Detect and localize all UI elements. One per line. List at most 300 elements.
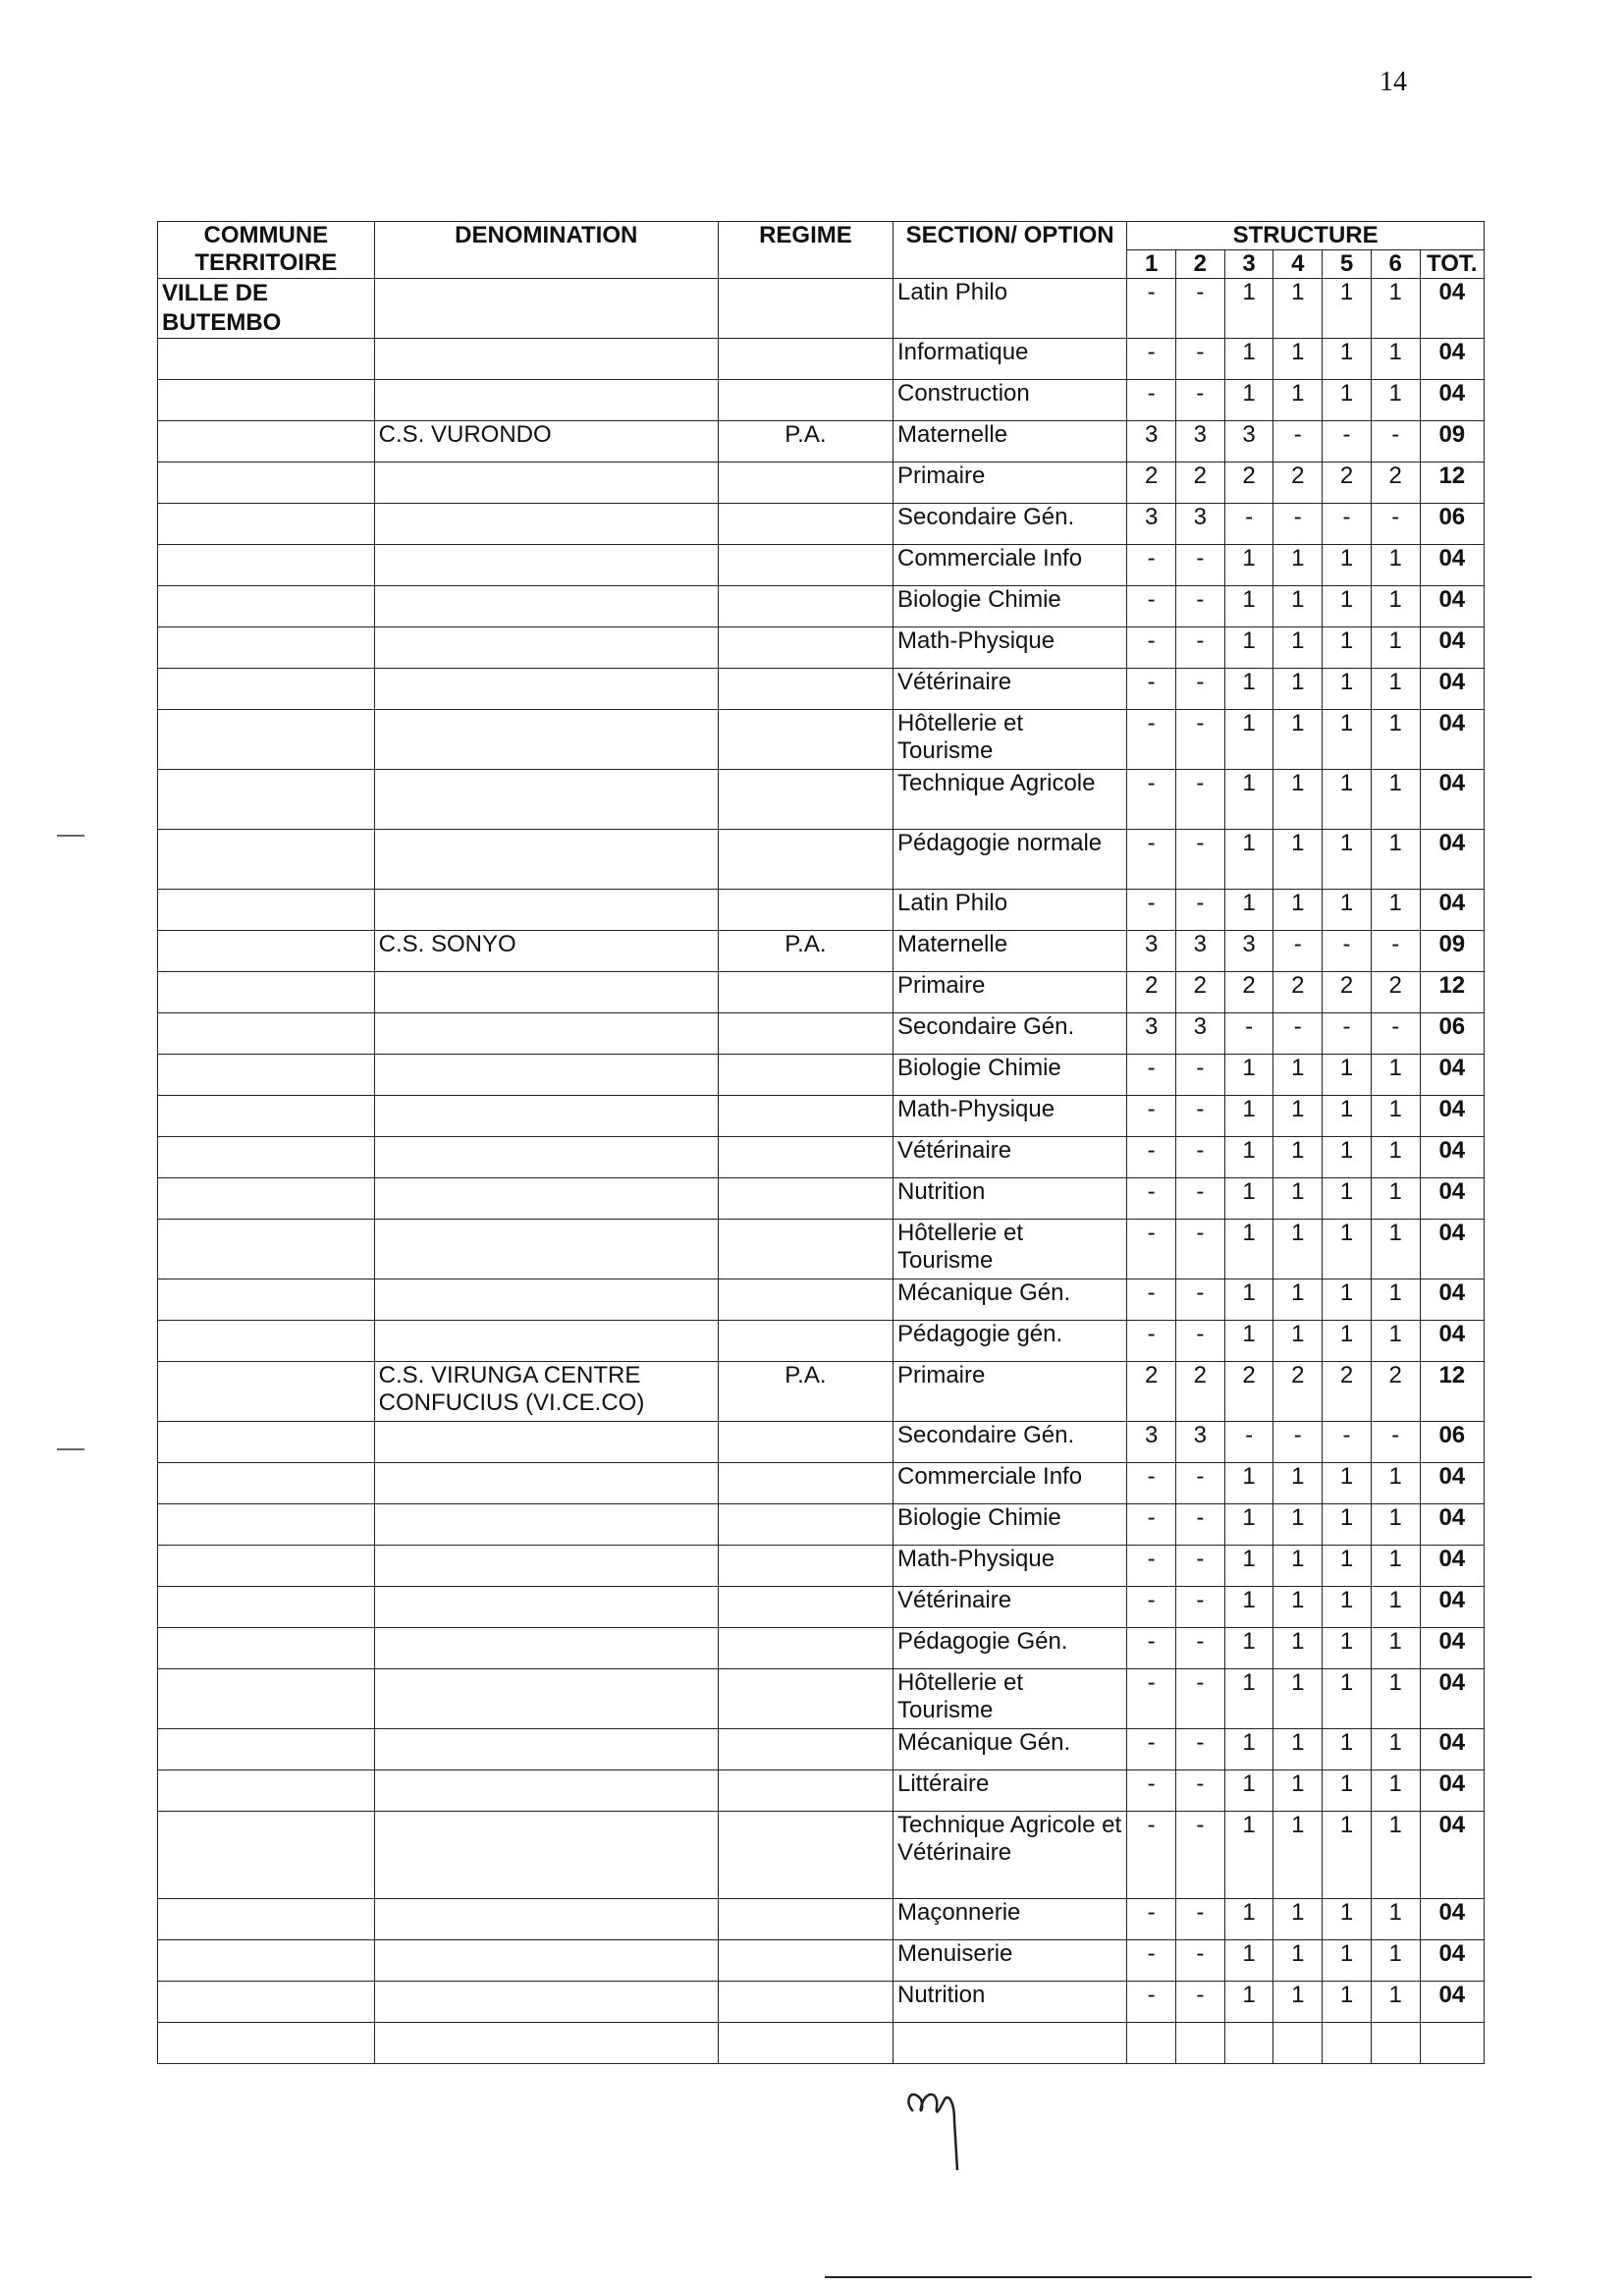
cell-level-6: -	[1371, 504, 1420, 545]
cell-option: Vétérinaire	[893, 669, 1127, 710]
table-row	[158, 1279, 1485, 1321]
cell-level-2: -	[1176, 1096, 1225, 1137]
cell-level-6: 2	[1371, 972, 1420, 1013]
cell-level-3: 1	[1224, 586, 1273, 627]
cell-regime	[718, 1013, 893, 1055]
cell-level-4: 1	[1273, 586, 1323, 627]
cell-level-1: -	[1127, 1899, 1176, 1940]
cell-level-2: -	[1176, 1587, 1225, 1628]
cell-denomination	[374, 1013, 718, 1055]
cell-denomination	[374, 1940, 718, 1982]
scan-mark	[57, 1448, 84, 1450]
cell-level-3: 1	[1224, 1055, 1273, 1096]
cell-total: 04	[1420, 279, 1484, 339]
cell-total: 09	[1420, 931, 1484, 972]
cell-level-5: 1	[1323, 1669, 1372, 1729]
cell-level-4: 1	[1273, 1321, 1323, 1362]
cell-regime	[718, 1321, 893, 1362]
cell-level-4: 1	[1273, 339, 1323, 380]
cell-level-6: 1	[1371, 1096, 1420, 1137]
cell-level-5: 1	[1323, 1279, 1372, 1321]
table-row	[158, 1013, 1485, 1055]
cell-level-2: -	[1176, 1669, 1225, 1729]
cell-total: 04	[1420, 1463, 1484, 1504]
cell-total: 04	[1420, 380, 1484, 421]
cell-level-6: 1	[1371, 1220, 1420, 1279]
cell-regime: P.A.	[718, 421, 893, 463]
cell-level-3: 1	[1224, 710, 1273, 770]
cell-option: Secondaire Gén.	[893, 1013, 1127, 1055]
cell-option: Nutrition	[893, 1178, 1127, 1220]
header-level-1: 1	[1127, 250, 1176, 279]
cell-denomination	[374, 1812, 718, 1899]
cell-denomination	[374, 380, 718, 421]
table-row	[158, 710, 1485, 770]
cell-level-2: -	[1176, 1812, 1225, 1899]
cell-option: Commerciale Info	[893, 1463, 1127, 1504]
cell-total: 04	[1420, 1220, 1484, 1279]
cell-level-5: 1	[1323, 1729, 1372, 1770]
cell-regime	[718, 380, 893, 421]
cell-option: Technique Agricole	[893, 770, 1127, 830]
cell-level-5: 1	[1323, 1096, 1372, 1137]
cell-level-5: 1	[1323, 1137, 1372, 1178]
cell-denomination	[374, 1770, 718, 1812]
cell-denomination: C.S. VURONDO	[374, 421, 718, 463]
cell-commune	[158, 1055, 375, 1096]
table-row	[158, 1422, 1485, 1463]
cell-option: Biologie Chimie	[893, 586, 1127, 627]
cell-regime	[718, 1504, 893, 1546]
cell-commune	[158, 1422, 375, 1463]
cell-level-3: 1	[1224, 1587, 1273, 1628]
cell-level-3: 1	[1224, 1137, 1273, 1178]
cell-level-2: -	[1176, 586, 1225, 627]
cell-level-4: 1	[1273, 1504, 1323, 1546]
cell-regime: P.A.	[718, 1362, 893, 1422]
cell-level-3: 1	[1224, 1982, 1273, 2023]
cell-level-1: -	[1127, 1982, 1176, 2023]
cell-level-2: -	[1176, 890, 1225, 931]
cell-level-4: 1	[1273, 710, 1323, 770]
cell-commune	[158, 1279, 375, 1321]
cell-commune	[158, 1178, 375, 1220]
cell-level-3: 2	[1224, 463, 1273, 504]
cell-option: Mécanique Gén.	[893, 1729, 1127, 1770]
cell-denomination	[374, 279, 718, 339]
cell-level-3: 1	[1224, 627, 1273, 669]
cell-commune	[158, 339, 375, 380]
cell-level-3: 1	[1224, 1940, 1273, 1982]
cell-level-6: -	[1371, 1013, 1420, 1055]
cell-level-1: 3	[1127, 421, 1176, 463]
cell-level-1: -	[1127, 669, 1176, 710]
cell-level-5: 1	[1323, 1504, 1372, 1546]
table-row	[158, 2023, 1485, 2064]
cell-level-2: 2	[1176, 1362, 1225, 1422]
cell-denomination	[374, 1096, 718, 1137]
cell-total: 12	[1420, 972, 1484, 1013]
cell-denomination	[374, 1628, 718, 1669]
cell-level-5: -	[1323, 504, 1372, 545]
cell-total: 04	[1420, 1940, 1484, 1982]
cell-option: Vétérinaire	[893, 1587, 1127, 1628]
cell-total: 04	[1420, 1137, 1484, 1178]
cell-level-1: -	[1127, 1628, 1176, 1669]
table-row	[158, 380, 1485, 421]
cell-level-6: 1	[1371, 339, 1420, 380]
cell-commune: VILLE DE BUTEMBO	[158, 279, 375, 339]
cell-level-3: 1	[1224, 890, 1273, 931]
cell-level-2: -	[1176, 1899, 1225, 1940]
cell-commune	[158, 463, 375, 504]
cell-total: 06	[1420, 504, 1484, 545]
cell-level-3: 1	[1224, 1812, 1273, 1899]
cell-denomination	[374, 669, 718, 710]
cell-level-3: 1	[1224, 1770, 1273, 1812]
cell-level-1: -	[1127, 1279, 1176, 1321]
cell-level-6: 1	[1371, 1940, 1420, 1982]
cell-regime	[718, 1546, 893, 1587]
table-row	[158, 545, 1485, 586]
cell-level-1: -	[1127, 339, 1176, 380]
cell-option: Biologie Chimie	[893, 1055, 1127, 1096]
cell-option: Pédagogie gén.	[893, 1321, 1127, 1362]
cell-option: Mécanique Gén.	[893, 1279, 1127, 1321]
cell-level-5: -	[1323, 1013, 1372, 1055]
cell-level-4: 2	[1273, 972, 1323, 1013]
cell-regime	[718, 1096, 893, 1137]
cell-level-4: 2	[1273, 1362, 1323, 1422]
cell-level-4: 1	[1273, 830, 1323, 890]
cell-option: Informatique	[893, 339, 1127, 380]
table-row	[158, 627, 1485, 669]
cell-denomination	[374, 1899, 718, 1940]
cell-commune	[158, 1321, 375, 1362]
cell-level-4: 1	[1273, 1178, 1323, 1220]
cell-regime	[718, 1587, 893, 1628]
cell-level-5: -	[1323, 931, 1372, 972]
cell-level-5: 1	[1323, 627, 1372, 669]
cell-total: 04	[1420, 1546, 1484, 1587]
cell-regime	[718, 627, 893, 669]
cell-level-6: 1	[1371, 1669, 1420, 1729]
table-row	[158, 1178, 1485, 1220]
table-row	[158, 1587, 1485, 1628]
cell-commune	[158, 1770, 375, 1812]
cell-level-4: -	[1273, 421, 1323, 463]
cell-level-4: 1	[1273, 1137, 1323, 1178]
cell-commune	[158, 586, 375, 627]
cell-level-2: 3	[1176, 504, 1225, 545]
table-row	[158, 1982, 1485, 2023]
cell-level-2: -	[1176, 770, 1225, 830]
cell-level-6: 1	[1371, 1812, 1420, 1899]
cell-total: 04	[1420, 545, 1484, 586]
cell-level-2: -	[1176, 627, 1225, 669]
cell-option: Primaire	[893, 463, 1127, 504]
cell-level-3: 1	[1224, 1504, 1273, 1546]
cell-level-2: -	[1176, 1220, 1225, 1279]
cell-level-6: 1	[1371, 669, 1420, 710]
footer-rule	[825, 2276, 1532, 2278]
cell-level-3: 1	[1224, 830, 1273, 890]
cell-level-4: -	[1273, 931, 1323, 972]
table-row	[158, 463, 1485, 504]
cell-level-2: -	[1176, 1729, 1225, 1770]
table-body	[158, 279, 1485, 2064]
cell-total: 06	[1420, 1422, 1484, 1463]
cell-total: 12	[1420, 1362, 1484, 1422]
cell-level-1: -	[1127, 1220, 1176, 1279]
cell-regime	[718, 1279, 893, 1321]
cell-total: 04	[1420, 1279, 1484, 1321]
table-row	[158, 1137, 1485, 1178]
header-level-2: 2	[1176, 250, 1225, 279]
schools-table-container	[157, 221, 1485, 2064]
cell-regime	[718, 1628, 893, 1669]
cell-level-6: 1	[1371, 1055, 1420, 1096]
cell-commune	[158, 421, 375, 463]
cell-level-4: 1	[1273, 1096, 1323, 1137]
cell-level-1: 2	[1127, 972, 1176, 1013]
cell-level-2: -	[1176, 1770, 1225, 1812]
cell-level-4: 1	[1273, 1770, 1323, 1812]
cell-denomination	[374, 1982, 718, 2023]
cell-regime	[718, 669, 893, 710]
table-row	[158, 1220, 1485, 1279]
cell-level-4: -	[1273, 1013, 1323, 1055]
table-row	[158, 830, 1485, 890]
cell-option: Construction	[893, 380, 1127, 421]
cell-denomination	[374, 1546, 718, 1587]
cell-level-2: 2	[1176, 463, 1225, 504]
cell-denomination	[374, 972, 718, 1013]
cell-level-3: 1	[1224, 1279, 1273, 1321]
header-level-3: 3	[1224, 250, 1273, 279]
cell-level-3: 1	[1224, 669, 1273, 710]
cell-commune	[158, 1899, 375, 1940]
cell-option: Primaire	[893, 972, 1127, 1013]
cell-regime	[718, 1669, 893, 1729]
header-section-option: SECTION/ OPTION	[893, 222, 1127, 279]
cell-denomination	[374, 1279, 718, 1321]
cell-level-2: -	[1176, 1055, 1225, 1096]
table-row	[158, 890, 1485, 931]
cell-level-3: 1	[1224, 770, 1273, 830]
cell-level-6: 1	[1371, 1137, 1420, 1178]
cell-level-2: 3	[1176, 421, 1225, 463]
cell-regime	[718, 1770, 893, 1812]
cell-commune	[158, 770, 375, 830]
cell-level-2: -	[1176, 339, 1225, 380]
cell-level-5: 1	[1323, 1812, 1372, 1899]
cell-total: 04	[1420, 1178, 1484, 1220]
cell-option: Commerciale Info	[893, 545, 1127, 586]
cell-commune	[158, 1463, 375, 1504]
cell-level-3	[1224, 2023, 1273, 2064]
cell-commune	[158, 1940, 375, 1982]
cell-total: 04	[1420, 890, 1484, 931]
cell-level-2: -	[1176, 1463, 1225, 1504]
cell-level-1: -	[1127, 1137, 1176, 1178]
cell-denomination	[374, 1055, 718, 1096]
cell-level-2: -	[1176, 710, 1225, 770]
cell-level-4: 1	[1273, 1279, 1323, 1321]
cell-level-4	[1273, 2023, 1323, 2064]
cell-commune	[158, 1096, 375, 1137]
cell-option: Hôtellerie et Tourisme	[893, 710, 1127, 770]
cell-total: 04	[1420, 1982, 1484, 2023]
cell-level-1: -	[1127, 890, 1176, 931]
cell-level-3: 3	[1224, 421, 1273, 463]
cell-level-4: 1	[1273, 669, 1323, 710]
cell-level-4: 1	[1273, 627, 1323, 669]
cell-denomination	[374, 1137, 718, 1178]
cell-level-6: 1	[1371, 545, 1420, 586]
cell-level-5: 1	[1323, 1770, 1372, 1812]
cell-level-2: -	[1176, 1504, 1225, 1546]
cell-denomination: C.S. VIRUNGA CENTRE CONFUCIUS (VI.CE.CO)	[374, 1362, 718, 1422]
table-row	[158, 1940, 1485, 1982]
cell-level-6: 1	[1371, 1982, 1420, 2023]
cell-level-4: 1	[1273, 1463, 1323, 1504]
cell-level-5: 1	[1323, 1463, 1372, 1504]
cell-level-2: -	[1176, 830, 1225, 890]
cell-level-6: 1	[1371, 1463, 1420, 1504]
cell-regime	[718, 1812, 893, 1899]
table-row	[158, 1504, 1485, 1546]
cell-level-1: -	[1127, 1178, 1176, 1220]
cell-level-1	[1127, 2023, 1176, 2064]
cell-option: Maternelle	[893, 931, 1127, 972]
cell-regime: P.A.	[718, 931, 893, 972]
cell-level-4: 1	[1273, 1587, 1323, 1628]
cell-commune	[158, 1137, 375, 1178]
cell-denomination: C.S. SONYO	[374, 931, 718, 972]
cell-commune	[158, 1220, 375, 1279]
cell-level-5: 1	[1323, 380, 1372, 421]
cell-option: Latin Philo	[893, 279, 1127, 339]
cell-level-6: 1	[1371, 380, 1420, 421]
cell-level-1: 3	[1127, 1013, 1176, 1055]
cell-option: Secondaire Gén.	[893, 1422, 1127, 1463]
cell-regime	[718, 1178, 893, 1220]
cell-level-4: 1	[1273, 1899, 1323, 1940]
schools-structure-table	[157, 221, 1485, 2064]
cell-level-1: -	[1127, 1587, 1176, 1628]
cell-level-2: 3	[1176, 1013, 1225, 1055]
cell-level-6: 1	[1371, 770, 1420, 830]
cell-denomination	[374, 2023, 718, 2064]
cell-regime	[718, 1463, 893, 1504]
cell-level-1: 3	[1127, 504, 1176, 545]
cell-total: 04	[1420, 1096, 1484, 1137]
cell-total: 04	[1420, 770, 1484, 830]
table-row	[158, 1812, 1485, 1899]
cell-option: Biologie Chimie	[893, 1504, 1127, 1546]
cell-level-3: 1	[1224, 1729, 1273, 1770]
cell-denomination	[374, 1729, 718, 1770]
cell-denomination	[374, 1669, 718, 1729]
cell-level-4: 1	[1273, 380, 1323, 421]
cell-level-5	[1323, 2023, 1372, 2064]
table-row	[158, 504, 1485, 545]
cell-level-6: 1	[1371, 1546, 1420, 1587]
table-row	[158, 931, 1485, 972]
cell-commune	[158, 669, 375, 710]
cell-option	[893, 2023, 1127, 2064]
table-row	[158, 421, 1485, 463]
cell-level-1: -	[1127, 1096, 1176, 1137]
cell-option: Littéraire	[893, 1770, 1127, 1812]
cell-commune	[158, 710, 375, 770]
table-row	[158, 1055, 1485, 1096]
cell-option: Latin Philo	[893, 890, 1127, 931]
cell-level-6	[1371, 2023, 1420, 2064]
cell-level-2: 3	[1176, 1422, 1225, 1463]
cell-denomination	[374, 710, 718, 770]
cell-level-2: -	[1176, 1982, 1225, 2023]
cell-level-3: 2	[1224, 1362, 1273, 1422]
cell-level-5: 1	[1323, 1546, 1372, 1587]
cell-regime	[718, 1729, 893, 1770]
cell-denomination	[374, 504, 718, 545]
cell-denomination	[374, 1178, 718, 1220]
page-number: 14	[1380, 67, 1407, 97]
cell-level-4: 1	[1273, 770, 1323, 830]
cell-level-4: 1	[1273, 279, 1323, 339]
cell-option: Hôtellerie et Tourisme	[893, 1669, 1127, 1729]
cell-total: 04	[1420, 1729, 1484, 1770]
cell-level-6: 1	[1371, 890, 1420, 931]
cell-commune	[158, 1628, 375, 1669]
cell-commune	[158, 1669, 375, 1729]
cell-total: 04	[1420, 710, 1484, 770]
cell-commune	[158, 1362, 375, 1422]
cell-commune	[158, 1587, 375, 1628]
cell-level-2	[1176, 2023, 1225, 2064]
cell-level-3: -	[1224, 504, 1273, 545]
cell-level-2: -	[1176, 1321, 1225, 1362]
table-row	[158, 669, 1485, 710]
cell-commune	[158, 931, 375, 972]
cell-total: 04	[1420, 1504, 1484, 1546]
header-structure: STRUCTURE	[1127, 222, 1485, 250]
cell-denomination	[374, 770, 718, 830]
cell-level-3: 1	[1224, 380, 1273, 421]
header-level-6: 6	[1371, 250, 1420, 279]
cell-level-3: 1	[1224, 1220, 1273, 1279]
cell-level-2: 3	[1176, 931, 1225, 972]
cell-commune	[158, 380, 375, 421]
cell-level-2: -	[1176, 380, 1225, 421]
cell-level-5: 2	[1323, 972, 1372, 1013]
cell-option: Primaire	[893, 1362, 1127, 1422]
cell-level-4: 1	[1273, 1982, 1323, 2023]
header-regime: REGIME	[718, 222, 893, 279]
cell-level-1: -	[1127, 1504, 1176, 1546]
cell-level-1: -	[1127, 1770, 1176, 1812]
cell-level-1: -	[1127, 1055, 1176, 1096]
cell-level-5: 2	[1323, 463, 1372, 504]
cell-option: Maternelle	[893, 421, 1127, 463]
cell-level-1: -	[1127, 1321, 1176, 1362]
cell-commune	[158, 1982, 375, 2023]
cell-level-5: 1	[1323, 1899, 1372, 1940]
cell-commune	[158, 627, 375, 669]
cell-level-6: 1	[1371, 279, 1420, 339]
